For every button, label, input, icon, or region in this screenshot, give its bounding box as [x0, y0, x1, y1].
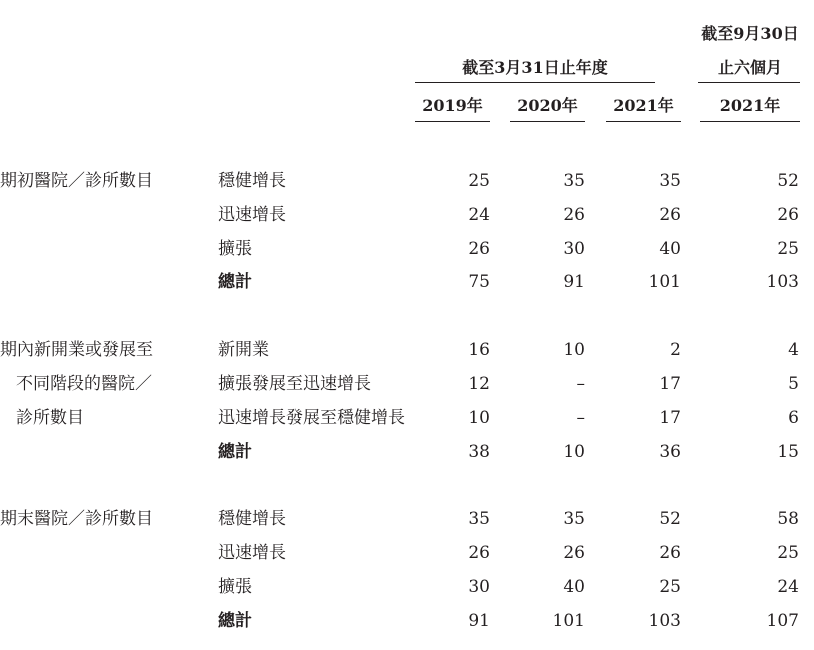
section-label-closing: 期末醫院／診所數目: [0, 509, 153, 529]
cell-value-total: 103: [648, 611, 681, 631]
row-label: 迅速增長發展至穩健增長: [218, 408, 405, 428]
cell-value: 26: [777, 205, 799, 225]
cell-value: 25: [777, 239, 799, 259]
fy-header-rule: [415, 82, 655, 83]
cell-value: 24: [777, 577, 799, 597]
year-header-2020: 2020年: [517, 96, 578, 115]
year-rule-2019: [415, 121, 490, 122]
cell-value: –: [576, 408, 585, 428]
cell-value: 40: [563, 577, 585, 597]
cell-value: 26: [468, 239, 490, 259]
cell-value: 26: [659, 543, 681, 563]
row-label: 擴張: [218, 577, 252, 597]
row-label: 擴張發展至迅速增長: [218, 374, 371, 394]
cell-value: 25: [777, 543, 799, 563]
section-label-new-openings-line1: 期內新開業或發展至: [0, 340, 153, 360]
row-label: 穩健增長: [218, 509, 286, 529]
cell-value: 52: [777, 171, 799, 191]
cell-value: 17: [659, 374, 681, 394]
cell-value: 16: [468, 340, 490, 360]
cell-value: 35: [563, 509, 585, 529]
cell-value: 4: [788, 340, 799, 360]
cell-value: –: [576, 374, 585, 394]
cell-value-total: 10: [563, 442, 585, 462]
cell-value-total: 101: [552, 611, 585, 631]
sept-header-line1: 截至9月30日: [701, 24, 799, 43]
cell-value: 58: [777, 509, 799, 529]
cell-value: 35: [659, 171, 681, 191]
row-label-total: 總計: [218, 611, 252, 631]
cell-value: 24: [468, 205, 490, 225]
year-header-2021: 2021年: [613, 96, 674, 115]
year-rule-2021-sept: [700, 121, 800, 122]
cell-value: 17: [659, 408, 681, 428]
cell-value: 30: [468, 577, 490, 597]
row-label: 迅速增長: [218, 205, 286, 225]
fiscal-year-header: 截至3月31日止年度: [462, 58, 608, 77]
cell-value: 26: [659, 205, 681, 225]
cell-value: 10: [468, 408, 490, 428]
cell-value: 35: [563, 171, 585, 191]
cell-value: 5: [788, 374, 799, 394]
cell-value-total: 91: [468, 611, 490, 631]
cell-value: 2: [670, 340, 681, 360]
cell-value-total: 103: [766, 272, 799, 292]
cell-value: 52: [659, 509, 681, 529]
cell-value-total: 75: [468, 272, 490, 292]
cell-value-total: 15: [777, 442, 799, 462]
year-header-2021-sept: 2021年: [719, 96, 781, 115]
cell-value-total: 101: [648, 272, 681, 292]
cell-value-total: 107: [766, 611, 799, 631]
section-label-opening: 期初醫院／診所數目: [0, 171, 153, 191]
row-label: 穩健增長: [218, 171, 286, 191]
cell-value: 26: [468, 543, 490, 563]
row-label: 迅速增長: [218, 543, 286, 563]
cell-value-total: 91: [563, 272, 585, 292]
cell-value: 26: [563, 543, 585, 563]
row-label: 擴張: [218, 239, 252, 259]
cell-value: 10: [563, 340, 585, 360]
year-rule-2021: [606, 121, 681, 122]
cell-value: 12: [468, 374, 490, 394]
section-label-new-openings-line2: 不同階段的醫院／: [16, 374, 152, 394]
cell-value: 40: [659, 239, 681, 259]
row-label-total: 總計: [218, 272, 252, 292]
cell-value-total: 38: [468, 442, 490, 462]
cell-value-total: 36: [659, 442, 681, 462]
section-label-new-openings-line3: 診所數目: [16, 408, 84, 428]
cell-value: 25: [659, 577, 681, 597]
cell-value: 30: [563, 239, 585, 259]
year-rule-2020: [510, 121, 585, 122]
row-label: 新開業: [218, 340, 269, 360]
cell-value: 35: [468, 509, 490, 529]
cell-value: 25: [468, 171, 490, 191]
sept-header-line2: 止六個月: [717, 58, 782, 77]
year-header-2019: 2019年: [422, 96, 483, 115]
cell-value: 6: [788, 408, 799, 428]
sept-header-rule: [698, 82, 800, 83]
cell-value: 26: [563, 205, 585, 225]
row-label-total: 總計: [218, 442, 252, 462]
